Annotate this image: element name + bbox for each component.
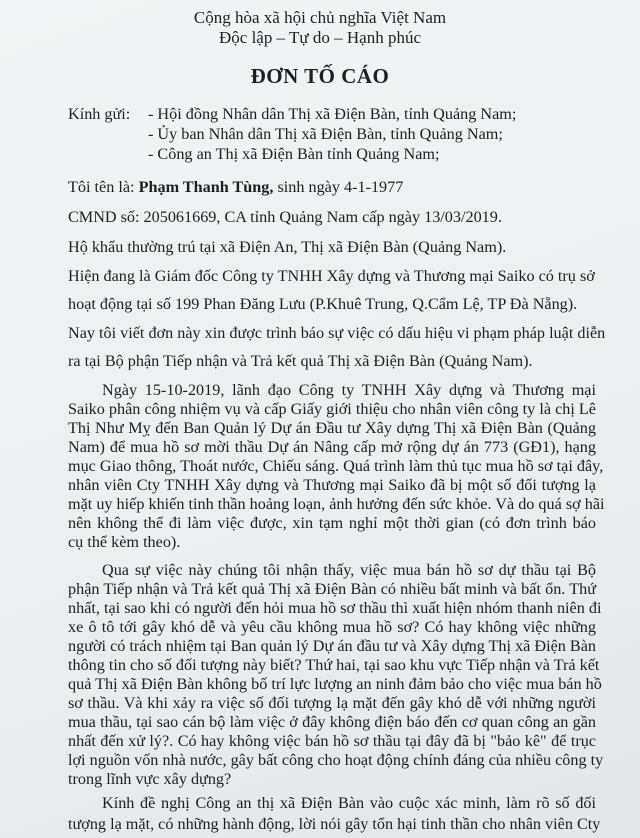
paragraph-1-line: Ngày 15-10-2019, lãnh đạo Công ty TNHH Xây dựng và Thương mại [102,381,596,399]
birth-date: sinh ngày 4-1-1977 [273,178,404,196]
paragraph-2-line: xe ô tô tới gây khó dễ và yêu cầu không mua hồ sơ? Có hay không việc những [68,618,596,636]
residence-line: Hộ khẩu thường trú tại xã Điện An, Thị xã Điện Bàn (Quảng Nam). [68,238,507,256]
paragraph-2-line: người có trách nhiệm tại Ban quản lý Dự án đầu tư và Xây dựng Thị xã Điện Bàn [68,637,596,655]
national-motto-line-2: Độc lập – Tự do – Hạnh phúc [219,28,421,47]
paragraph-1-line: mặt uy hiếp khiến tinh thần hoảng loạn, ảnh hưởng đến sức khỏe. Và do quá sợ hãi [68,495,605,513]
id-card-line: CMND số: 205061669, CA tỉnh Quảng Nam cấp ngày 13/03/2019. [68,208,502,226]
recipients-label: Kính gửi: [68,105,131,123]
recipient-item: - Ủy ban Nhân dân Thị xã Điện Bàn, tỉnh Quảng Nam; [148,125,503,143]
paragraph-2-line: phận Tiếp nhận và Trả kết quả Thị xã Điện Bàn có nhiều bất minh và bất ổn. Thứ [68,580,596,598]
paragraph-2-line: thông tin cho số đối tượng này biết? Thứ hai, tại sao khu vực Tiếp nhận và Trả kết [68,656,600,674]
paragraph-2-line: sơ thầu. Và khi xảy ra việc số đối tượng lạ mặt đến gây khó dễ với những người [68,694,596,712]
purpose-line-2: ra tại Bộ phận Tiếp nhận và Trả kết quả Thị xã Điện Bàn (Quảng Nam). [68,352,533,370]
paragraph-2-line: nhất, tại sao khi có người đến hỏi mua hồ sơ thầu thì xuất hiện nhóm thanh niên đi [68,599,602,617]
paragraph-2-line: nhất đến xử lý?. Có hay không việc bán hồ sơ thầu tại đây đã bị "bảo kê" để trục [68,732,596,750]
paragraph-1-line: Saiko phân công nhiệm vụ và cấp Giấy giới thiệu cho nhân viên công ty là chị Lê [68,400,596,418]
position-line-2: hoạt động tại số 199 Phan Đăng Lưu (P.Khuê Trung, Q.Cẩm Lệ, TP Đà Nẵng). [68,295,578,313]
paragraph-3-line: tượng lạ mặt, có những hành động, lời nói gây tổn hại tinh thần cho nhân viên Cty [68,815,601,833]
recipient-item: - Hội đồng Nhân dân Thị xã Điện Bàn, tỉnh Quảng Nam; [148,105,517,123]
paragraph-2-line: trong lĩnh vực xây dựng? [68,770,232,788]
paragraph-2-line: quả Thị xã Điện Bàn không bố trí lực lượng an ninh đảm bảo cho việc mua bán hồ [68,675,602,693]
name-prefix: Tôi tên là: [68,178,139,196]
paragraph-1-line: mục Giao thông, Thoát nước, Chiếu sáng. Quá trình làm thủ tục mua hồ sơ tại đây, [68,457,604,475]
paragraph-2-line: mua thầu, tại sao cán bộ làm việc ở đây không điện báo đến cơ quan công an gần [68,713,596,731]
paragraph-2-line: Qua sự việc này chúng tôi nhận thấy, việc mua bán hồ sơ dự thầu tại Bộ [102,561,596,579]
paragraph-1-line: cụ thể kèm theo). [68,533,181,551]
paragraph-2-line: lợi nguồn vốn nhà nước, gây bất công cho hoạt động chính đáng của nhiều công ty [68,751,604,769]
applicant-name: Phạm Thanh Tùng, [138,178,274,196]
paragraph-1-line: nên không thể đi làm việc được, xin tạm nghỉ một thời gian (có đơn trình báo [68,514,596,532]
paragraph-3-line: Kính đề nghị Công an thị xã Điện Bàn vào cuộc xác minh, làm rõ số đối [102,794,596,812]
purpose-line-1: Nay tôi viết đơn này xin được trình báo sự việc có dấu hiệu vi phạm pháp luật diễn [68,324,606,342]
position-line-1: Hiện đang là Giám đốc Công ty TNHH Xây dựng và Thương mại Saiko có trụ sở [68,267,595,285]
paragraph-1-line: Nam) để mua hồ sơ mời thầu Dự án Nâng cấp mở rộng dự án 773 (GĐ1), hạng [68,438,596,456]
paragraph-1-line: Thị Như Mỵ đến Ban Quản lý Dự án Đầu tư Xây dựng Thị xã Điện Bàn (Quảng [68,419,596,437]
document-title: ĐƠN TỐ CÁO [250,64,390,88]
applicant-name-line [68,177,403,197]
recipient-item: - Công an Thị xã Điện Bàn tỉnh Quảng Nam; [148,145,440,163]
national-motto-line-1: Cộng hòa xã hội chủ nghĩa Việt Nam [193,8,447,27]
paragraph-1-line: nhân viên Cty TNHH Xây dựng và Thương mại Saiko đã bị một số đối tượng lạ [68,476,596,494]
